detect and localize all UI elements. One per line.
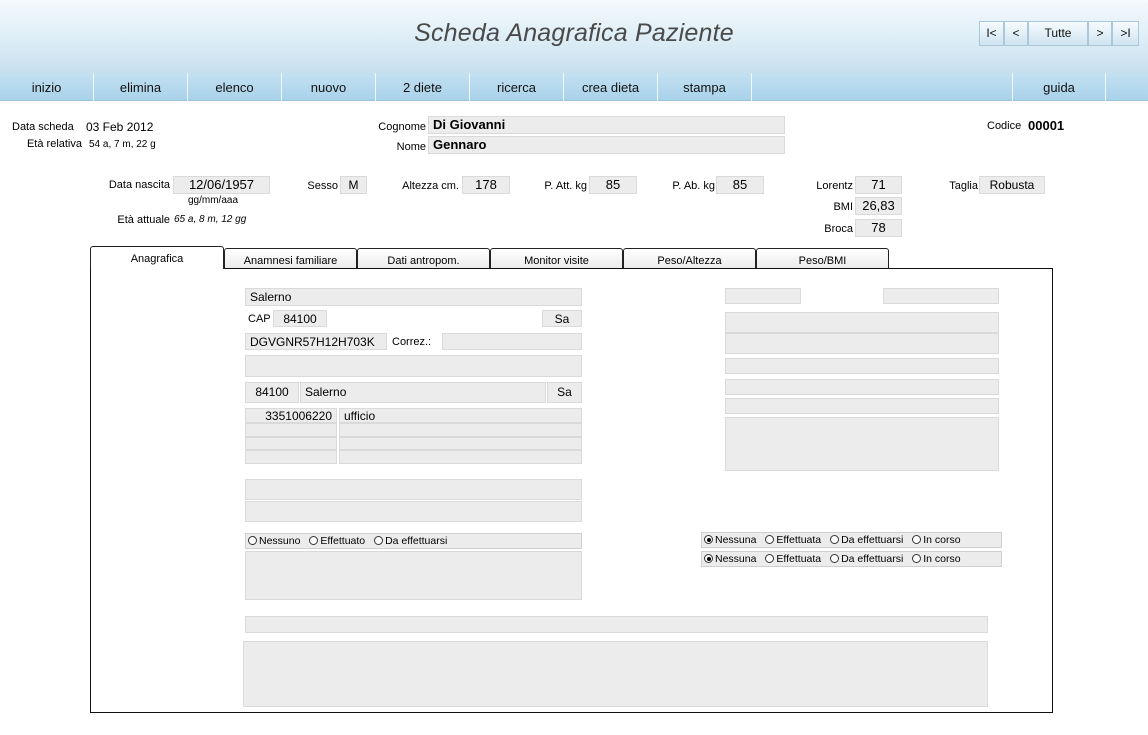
luogo-nascita-field[interactable]: Salerno bbox=[245, 288, 582, 306]
menu-bar bbox=[0, 73, 1148, 101]
lorentz-field[interactable]: 71 bbox=[855, 176, 902, 194]
nome-field[interactable]: Gennaro bbox=[428, 136, 785, 154]
chemioterapia-radio-group bbox=[701, 551, 1002, 567]
cognome-field[interactable]: Di Giovanni bbox=[428, 116, 785, 134]
eta-attuale-value: 65 a, 8 m, 12 gg bbox=[174, 214, 247, 225]
telefono-note-field-3[interactable] bbox=[339, 437, 582, 450]
provincia-field[interactable]: Sa bbox=[542, 310, 582, 327]
first-record-button[interactable]: I< bbox=[979, 21, 1004, 46]
cap-field[interactable]: 84100 bbox=[273, 310, 327, 327]
prev-record-button[interactable]: < bbox=[1004, 21, 1028, 46]
broca-label: Broca bbox=[824, 223, 853, 235]
emogruppo-field[interactable] bbox=[725, 333, 999, 354]
menu-ricerca[interactable]: ricerca bbox=[470, 73, 564, 101]
codice-fiscale-field[interactable]: DGVGNR57H12H703K bbox=[245, 333, 387, 350]
telefono-field-2[interactable] bbox=[245, 423, 337, 437]
tab-monitor-visite[interactable]: Monitor visite bbox=[490, 248, 623, 270]
nome-label: Nome bbox=[396, 141, 426, 153]
tab-peso-altezza[interactable]: Peso/Altezza bbox=[623, 248, 756, 270]
residenza-pv-field[interactable]: Sa bbox=[547, 382, 582, 403]
telefono-field-1[interactable]: 3351006220 bbox=[245, 408, 337, 423]
radio-icon bbox=[830, 554, 839, 563]
option-label: In corso bbox=[923, 534, 961, 546]
radio-icon bbox=[309, 536, 318, 545]
taglia-field[interactable]: Robusta bbox=[979, 176, 1045, 194]
menu-guida[interactable]: guida bbox=[1012, 73, 1106, 101]
annotazioni-field[interactable] bbox=[243, 641, 988, 707]
menu-stampa[interactable]: stampa bbox=[658, 73, 752, 101]
menu-crea-dieta[interactable]: crea dieta bbox=[564, 73, 658, 101]
data-scheda-value: 03 Feb 2012 bbox=[86, 120, 154, 134]
bmi-field[interactable]: 26,83 bbox=[855, 197, 902, 215]
patologie-concomitanti-field[interactable] bbox=[725, 417, 999, 471]
reparto-field[interactable] bbox=[725, 358, 999, 374]
telefono-field-3[interactable] bbox=[245, 437, 337, 450]
radio-icon bbox=[912, 535, 921, 544]
menu-nuovo[interactable]: nuovo bbox=[282, 73, 376, 101]
intervento-option-effettuato[interactable] bbox=[309, 534, 365, 548]
data-scheda-label: Data scheda bbox=[12, 121, 74, 133]
email-field[interactable] bbox=[245, 616, 988, 633]
menu-elimina[interactable]: elimina bbox=[94, 73, 188, 101]
eta-attuale-label: Età attuale bbox=[117, 214, 170, 226]
peso-ab-label: P. Ab. kg bbox=[672, 180, 715, 192]
radioterapia-option-da-effettuarsi[interactable] bbox=[830, 533, 903, 547]
eta-relativa-value: 54 a, 7 m, 22 g bbox=[89, 139, 156, 150]
altezza-label: Altezza cm. bbox=[402, 180, 459, 192]
chemioterapia-option-da-effettuarsi[interactable] bbox=[830, 552, 903, 566]
codice-value: 00001 bbox=[1028, 118, 1065, 133]
chemioterapia-option-effettuata[interactable] bbox=[765, 552, 821, 566]
intervento-option-da-effettuarsi[interactable] bbox=[374, 534, 447, 548]
indirizzo-field[interactable] bbox=[245, 355, 582, 377]
tab-anamnesi-familiare[interactable]: Anamnesi familiare bbox=[224, 248, 357, 270]
option-label: Nessuna bbox=[715, 534, 757, 546]
chemioterapia-option-in-corso[interactable] bbox=[912, 552, 960, 566]
tab-peso-bmi[interactable]: Peso/BMI bbox=[756, 248, 889, 270]
tab-anagrafica[interactable]: Anagrafica bbox=[90, 246, 224, 269]
peso-att-label: P. Att. kg bbox=[544, 180, 587, 192]
broca-field[interactable]: 78 bbox=[855, 219, 902, 237]
last-record-button[interactable]: >I bbox=[1112, 21, 1139, 46]
option-label: Nessuno bbox=[259, 535, 301, 547]
next-record-button[interactable]: > bbox=[1088, 21, 1112, 46]
peso-ab-field[interactable]: 85 bbox=[716, 176, 764, 194]
menu-elenco[interactable]: elenco bbox=[188, 73, 282, 101]
option-label: Effettuato bbox=[320, 535, 366, 547]
descrizione-field[interactable] bbox=[245, 551, 582, 600]
radio-icon bbox=[912, 554, 921, 563]
radio-icon bbox=[374, 536, 383, 545]
date-format-hint: gg/mm/aaa bbox=[188, 195, 239, 206]
eta-relativa-label: Età relativa bbox=[26, 138, 82, 150]
telefono-note-field-4[interactable] bbox=[339, 450, 582, 464]
radio-icon bbox=[765, 554, 774, 563]
page-title: Scheda Anagrafica Paziente bbox=[414, 19, 734, 47]
option-label: Effettuata bbox=[776, 553, 822, 565]
peso-att-field[interactable]: 85 bbox=[589, 176, 637, 194]
medico-field[interactable] bbox=[725, 312, 999, 333]
codice-reparto-field[interactable] bbox=[725, 379, 999, 395]
religione-field[interactable] bbox=[245, 479, 582, 500]
option-label: Da effettuarsi bbox=[385, 535, 448, 547]
cod-sanitario-field[interactable] bbox=[883, 288, 999, 304]
option-label: Da effettuarsi bbox=[841, 553, 904, 565]
telefono-field-4[interactable] bbox=[245, 450, 337, 464]
option-label: Effettuata bbox=[776, 534, 822, 546]
window-header bbox=[0, 0, 1148, 73]
radioterapia-option-effettuata[interactable] bbox=[765, 533, 821, 547]
cognome-label: Cognome bbox=[378, 121, 426, 133]
taglia-label: Taglia bbox=[949, 180, 978, 192]
sesso-field[interactable]: M bbox=[340, 176, 367, 194]
data-nascita-label: Data nascita bbox=[108, 179, 170, 191]
asl-field[interactable] bbox=[725, 288, 801, 304]
menu-2-diete[interactable]: 2 diete bbox=[376, 73, 470, 101]
codice-label: Codice bbox=[987, 120, 1022, 132]
sesso-label: Sesso bbox=[307, 180, 338, 192]
intervento-radio-group bbox=[245, 533, 582, 549]
professione-field[interactable] bbox=[245, 501, 582, 522]
radio-icon bbox=[830, 535, 839, 544]
correz-field[interactable] bbox=[442, 333, 582, 350]
option-label: In corso bbox=[923, 553, 961, 565]
option-label: Da effettuarsi bbox=[841, 534, 904, 546]
radio-selected-icon bbox=[704, 554, 713, 563]
patologia-field[interactable] bbox=[725, 398, 999, 414]
lorentz-label: Lorentz bbox=[816, 180, 853, 192]
radio-selected-icon bbox=[704, 535, 713, 544]
radioterapia-radio-group bbox=[701, 532, 1002, 548]
correz-label: Correz.: bbox=[392, 336, 432, 348]
menu-inizio[interactable]: inizio bbox=[0, 73, 94, 101]
radio-icon bbox=[248, 536, 257, 545]
option-label: Nessuna bbox=[715, 553, 757, 565]
radioterapia-option-in-corso[interactable] bbox=[912, 533, 960, 547]
chemioterapia-option-nessuna[interactable] bbox=[704, 552, 756, 566]
intervento-option-nessuno[interactable] bbox=[248, 534, 300, 548]
data-nascita-field[interactable]: 12/06/1957 bbox=[173, 176, 270, 194]
cap-label: CAP bbox=[248, 313, 271, 325]
bmi-label: BMI bbox=[833, 201, 853, 213]
radioterapia-option-nessuna[interactable] bbox=[704, 533, 756, 547]
residenza-cap-field[interactable]: 84100 bbox=[245, 382, 299, 403]
altezza-field[interactable]: 178 bbox=[462, 176, 510, 194]
residenza-citta-field[interactable]: Salerno bbox=[300, 382, 546, 403]
all-records-button[interactable]: Tutte bbox=[1028, 21, 1088, 46]
telefono-note-field-1[interactable]: ufficio bbox=[339, 408, 582, 423]
tab-dati-antropom[interactable]: Dati antropom. bbox=[357, 248, 490, 270]
telefono-note-field-2[interactable] bbox=[339, 423, 582, 437]
radio-icon bbox=[765, 535, 774, 544]
